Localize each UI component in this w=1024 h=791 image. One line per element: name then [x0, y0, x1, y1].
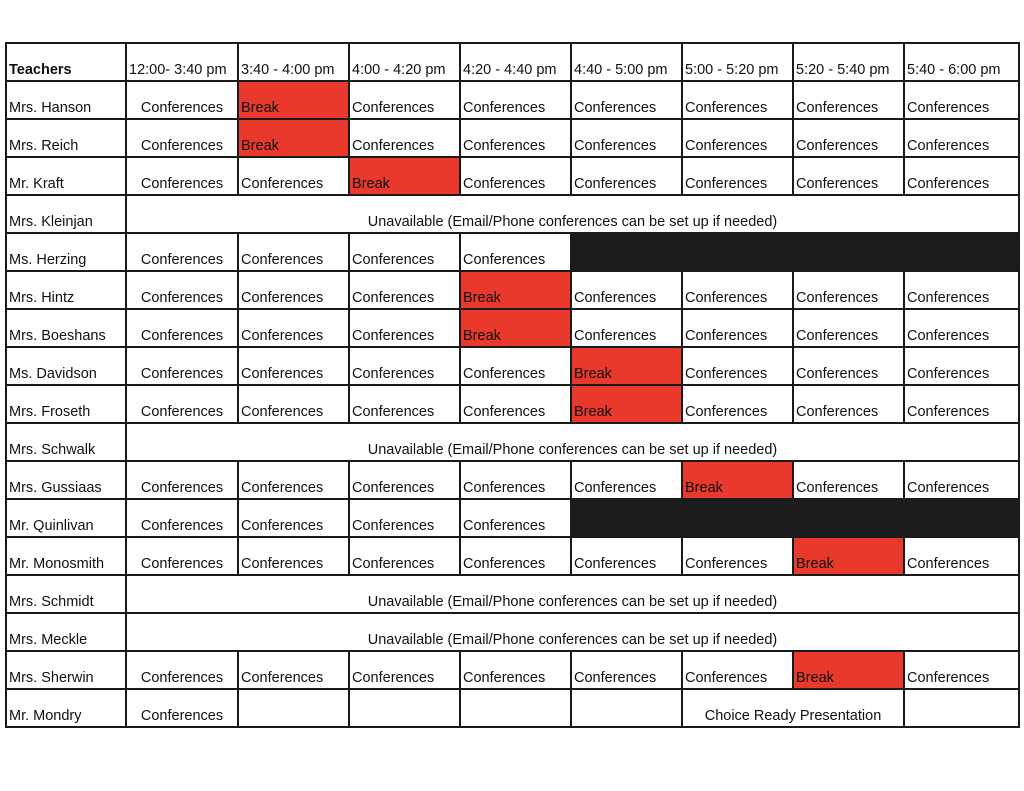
- conference-slot: Conferences: [682, 119, 793, 157]
- unavailable-note: Unavailable (Email/Phone conferences can be set up if needed): [126, 423, 1019, 461]
- teacher-name: Ms. Davidson: [6, 347, 126, 385]
- teacher-row: [6, 423, 1019, 461]
- conference-slot: Conferences: [571, 537, 682, 575]
- teacher-row: [6, 157, 1019, 195]
- time-slot-header: 3:40 - 4:00 pm: [238, 43, 349, 81]
- teacher-row: [6, 499, 1019, 537]
- teacher-row: [6, 195, 1019, 233]
- conference-slot: Conferences: [571, 309, 682, 347]
- conference-slot: Conferences: [904, 385, 1019, 423]
- break-slot: Break: [682, 461, 793, 499]
- conference-slot: Conferences: [682, 385, 793, 423]
- break-slot: Break: [238, 119, 349, 157]
- empty-slot: [571, 689, 682, 727]
- teacher-name: Mrs. Reich: [6, 119, 126, 157]
- conference-slot: Conferences: [238, 309, 349, 347]
- conference-slot: Conferences: [349, 119, 460, 157]
- conference-schedule-table: [5, 42, 1020, 728]
- conference-slot: Conferences: [682, 537, 793, 575]
- conference-slot: Conferences: [460, 81, 571, 119]
- teacher-name: Mrs. Schmidt: [6, 575, 126, 613]
- conference-slot: Conferences: [904, 347, 1019, 385]
- break-slot: Break: [793, 537, 904, 575]
- teacher-row: [6, 575, 1019, 613]
- conference-slot: Conferences: [682, 309, 793, 347]
- conference-slot: Conferences: [571, 81, 682, 119]
- conference-slot: Conferences: [126, 461, 238, 499]
- conference-slot: Conferences: [904, 157, 1019, 195]
- break-slot: Break: [460, 271, 571, 309]
- conference-slot: Conferences: [793, 461, 904, 499]
- unavailable-note: Unavailable (Email/Phone conferences can be set up if needed): [126, 195, 1019, 233]
- conference-slot: Conferences: [571, 461, 682, 499]
- teacher-name: Mrs. Schwalk: [6, 423, 126, 461]
- blocked-slots: [571, 499, 1019, 537]
- teacher-name: Mrs. Boeshans: [6, 309, 126, 347]
- choice-ready-presentation: Choice Ready Presentation: [682, 689, 904, 727]
- teacher-row: [6, 271, 1019, 309]
- conference-slot: Conferences: [126, 81, 238, 119]
- empty-slot: [349, 689, 460, 727]
- conference-slot: Conferences: [682, 157, 793, 195]
- conference-slot: Conferences: [126, 119, 238, 157]
- time-slot-header: 5:00 - 5:20 pm: [682, 43, 793, 81]
- unavailable-note: Unavailable (Email/Phone conferences can be set up if needed): [126, 613, 1019, 651]
- time-slot-header: 4:40 - 5:00 pm: [571, 43, 682, 81]
- time-slot-header: 5:20 - 5:40 pm: [793, 43, 904, 81]
- time-slot-header: 4:20 - 4:40 pm: [460, 43, 571, 81]
- conference-slot: Conferences: [460, 119, 571, 157]
- teacher-row: [6, 309, 1019, 347]
- teacher-name: Mrs. Froseth: [6, 385, 126, 423]
- conference-slot: Conferences: [238, 385, 349, 423]
- empty-slot: [460, 689, 571, 727]
- conference-slot: Conferences: [571, 157, 682, 195]
- teacher-row: [6, 613, 1019, 651]
- conference-slot: Conferences: [460, 651, 571, 689]
- teacher-name: Mr. Mondry: [6, 689, 126, 727]
- conference-slot: Conferences: [904, 461, 1019, 499]
- conference-slot: Conferences: [793, 119, 904, 157]
- break-slot: Break: [238, 81, 349, 119]
- conference-slot: Conferences: [126, 157, 238, 195]
- conference-slot: Conferences: [126, 385, 238, 423]
- conference-slot: Conferences: [126, 309, 238, 347]
- conference-slot: Conferences: [349, 651, 460, 689]
- teachers-column-header: Teachers: [6, 43, 126, 81]
- break-slot: Break: [460, 309, 571, 347]
- conference-slot: Conferences: [349, 233, 460, 271]
- break-slot: Break: [793, 651, 904, 689]
- conference-slot: Conferences: [571, 651, 682, 689]
- teacher-name: Mr. Monosmith: [6, 537, 126, 575]
- teacher-name: Mrs. Kleinjan: [6, 195, 126, 233]
- conference-slot: Conferences: [238, 157, 349, 195]
- conference-slot: Conferences: [349, 461, 460, 499]
- unavailable-note: Unavailable (Email/Phone conferences can be set up if needed): [126, 575, 1019, 613]
- time-slot-header: 5:40 - 6:00 pm: [904, 43, 1019, 81]
- empty-slot: [238, 689, 349, 727]
- teacher-row: [6, 233, 1019, 271]
- conference-slot: Conferences: [349, 385, 460, 423]
- teacher-name: Mrs. Gussiaas: [6, 461, 126, 499]
- conference-slot: Conferences: [349, 537, 460, 575]
- break-slot: Break: [571, 347, 682, 385]
- teacher-name: Mrs. Sherwin: [6, 651, 126, 689]
- conference-slot: Conferences: [682, 347, 793, 385]
- teacher-name: Mr. Quinlivan: [6, 499, 126, 537]
- teacher-row: [6, 651, 1019, 689]
- conference-slot: Conferences: [126, 499, 238, 537]
- conference-slot: Conferences: [460, 461, 571, 499]
- conference-slot: Conferences: [571, 271, 682, 309]
- conference-slot: Conferences: [682, 271, 793, 309]
- conference-slot: Conferences: [126, 651, 238, 689]
- conference-slot: Conferences: [238, 271, 349, 309]
- conference-slot: Conferences: [126, 689, 238, 727]
- conference-slot: Conferences: [238, 651, 349, 689]
- conference-slot: Conferences: [238, 347, 349, 385]
- conference-slot: Conferences: [349, 499, 460, 537]
- conference-slot: Conferences: [126, 271, 238, 309]
- conference-slot: Conferences: [126, 347, 238, 385]
- teacher-name: Mrs. Meckle: [6, 613, 126, 651]
- conference-slot: Conferences: [793, 309, 904, 347]
- teacher-row: [6, 347, 1019, 385]
- conference-slot: Conferences: [793, 271, 904, 309]
- teacher-row: [6, 689, 1019, 727]
- schedule-body: [6, 43, 1019, 727]
- teacher-name: Mrs. Hintz: [6, 271, 126, 309]
- conference-slot: Conferences: [793, 385, 904, 423]
- break-slot: Break: [571, 385, 682, 423]
- conference-slot: Conferences: [793, 157, 904, 195]
- teacher-name: Ms. Herzing: [6, 233, 126, 271]
- conference-slot: Conferences: [571, 119, 682, 157]
- conference-slot: Conferences: [904, 81, 1019, 119]
- conference-slot: Conferences: [349, 309, 460, 347]
- blocked-slots: [571, 233, 1019, 271]
- conference-slot: Conferences: [460, 499, 571, 537]
- conference-slot: Conferences: [793, 81, 904, 119]
- conference-slot: Conferences: [460, 537, 571, 575]
- header-row: [6, 43, 1019, 81]
- conference-slot: Conferences: [126, 233, 238, 271]
- conference-slot: Conferences: [238, 233, 349, 271]
- conference-slot: Conferences: [460, 385, 571, 423]
- conference-slot: Conferences: [904, 271, 1019, 309]
- teacher-row: [6, 81, 1019, 119]
- conference-slot: Conferences: [793, 347, 904, 385]
- conference-slot: Conferences: [460, 347, 571, 385]
- conference-slot: Conferences: [238, 537, 349, 575]
- break-slot: Break: [349, 157, 460, 195]
- teacher-row: [6, 119, 1019, 157]
- time-slot-header: 12:00- 3:40 pm: [126, 43, 238, 81]
- teacher-row: [6, 461, 1019, 499]
- conference-slot: Conferences: [460, 233, 571, 271]
- empty-slot: [904, 689, 1019, 727]
- teacher-row: [6, 385, 1019, 423]
- conference-slot: Conferences: [460, 157, 571, 195]
- conference-slot: Conferences: [238, 499, 349, 537]
- teacher-name: Mrs. Hanson: [6, 81, 126, 119]
- teacher-row: [6, 537, 1019, 575]
- conference-slot: Conferences: [904, 119, 1019, 157]
- conference-slot: Conferences: [682, 81, 793, 119]
- conference-slot: Conferences: [904, 309, 1019, 347]
- conference-slot: Conferences: [238, 461, 349, 499]
- time-slot-header: 4:00 - 4:20 pm: [349, 43, 460, 81]
- conference-slot: Conferences: [126, 537, 238, 575]
- conference-slot: Conferences: [349, 81, 460, 119]
- conference-slot: Conferences: [349, 271, 460, 309]
- conference-slot: Conferences: [904, 651, 1019, 689]
- conference-slot: Conferences: [349, 347, 460, 385]
- conference-slot: Conferences: [682, 651, 793, 689]
- conference-slot: Conferences: [904, 537, 1019, 575]
- teacher-name: Mr. Kraft: [6, 157, 126, 195]
